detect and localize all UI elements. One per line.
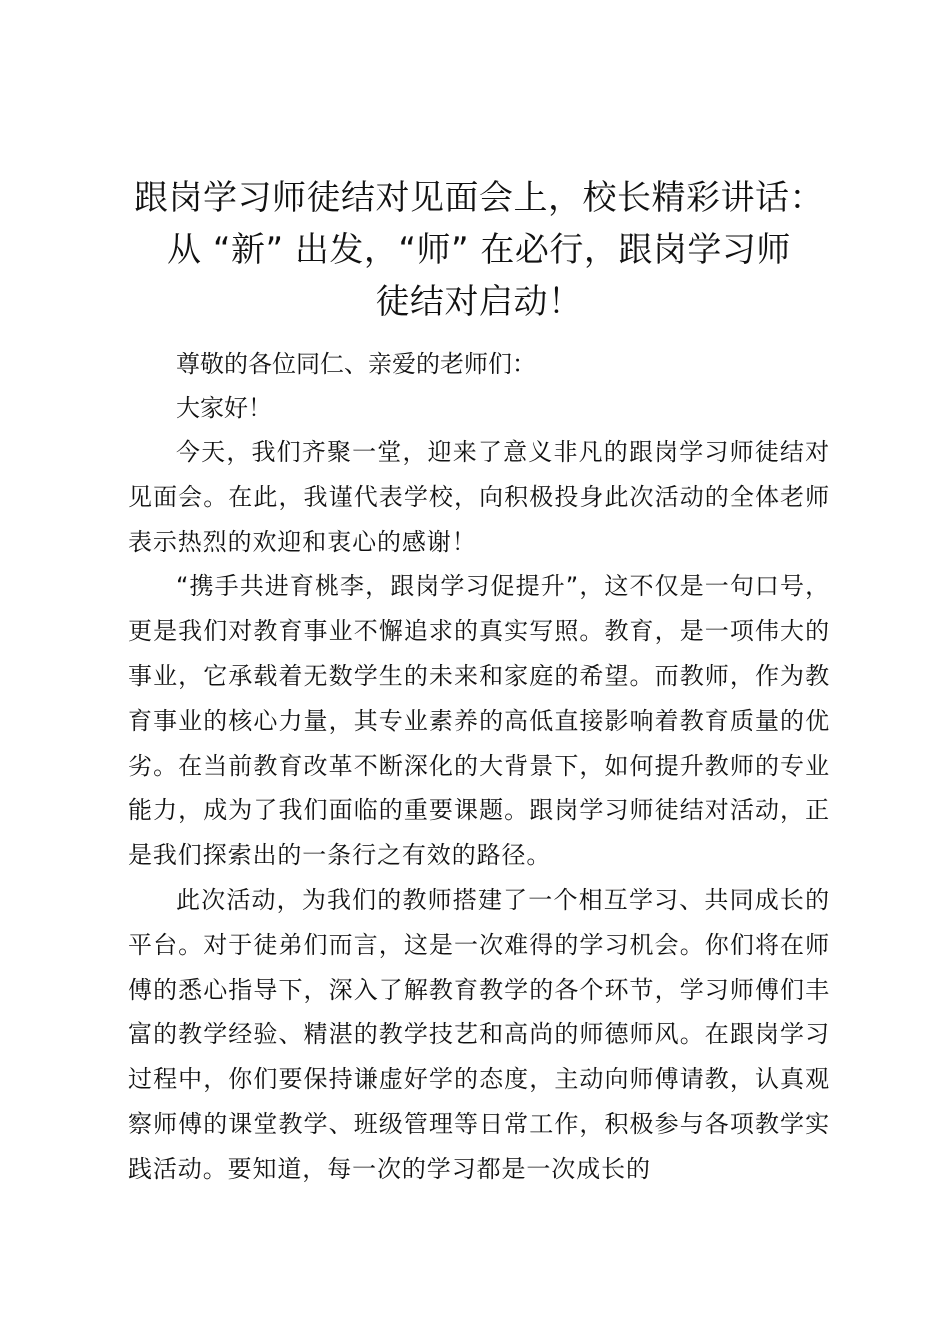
greeting: 大家好！	[176, 394, 272, 422]
paragraph-3: 此次活动，为我们的教师搭建了一个相互学习、共同成长的平台。对于徒弟们而言，这是一次难得的学习机会。你们将在师傅的悉心指导下，深入了解教育教学的各个环节，学习师傅们丰富的教学经验、精湛的教学技艺和高尚的师德师风。在跟岗学习过程中，你们要保持谦虚好学的态度，主动向师傅请教，认真观察师傅的课堂教学、班级管理等日常工作，积极参与各项教学实践活动。要知道，每一次的学习都是一次成长的	[128, 885, 830, 1183]
paragraph-2: “携手共进育桃李，跟岗学习促提升”，这不仅是一句口号，更是我们对教育事业不懈追求的真实写照。教育，是一项伟大的事业，它承载着无数学生的未来和家庭的希望。而教师，作为教育事业的核心力量，其专业素养的高低直接影响着教育质量的优劣。在当前教育改革不断深化的大背景下，如何提升教师的专业能力，成为了我们面临的重要课题。跟岗学习师徒结对活动，正是我们探索出的一条行之有效的路径。	[128, 572, 830, 870]
salutation: 尊敬的各位同仁、亲爱的老师们：	[176, 350, 536, 378]
paragraph-1: 今天，我们齐聚一堂，迎来了意义非凡的跟岗学习师徒结对见面会。在此，我谨代表学校，向积极投身此次活动的全体老师表示热烈的欢迎和衷心的感谢！	[128, 438, 830, 556]
title-line-3: 徒结对启动！	[375, 282, 583, 322]
document-title	[128, 172, 830, 328]
title-line-2: 从 “新” 出发，“师” 在必行，跟岗学习师	[167, 230, 791, 270]
document-body	[128, 172, 830, 1192]
title-line-1: 跟岗学习师徒结对见面会上，校长精彩讲话：	[134, 178, 824, 218]
